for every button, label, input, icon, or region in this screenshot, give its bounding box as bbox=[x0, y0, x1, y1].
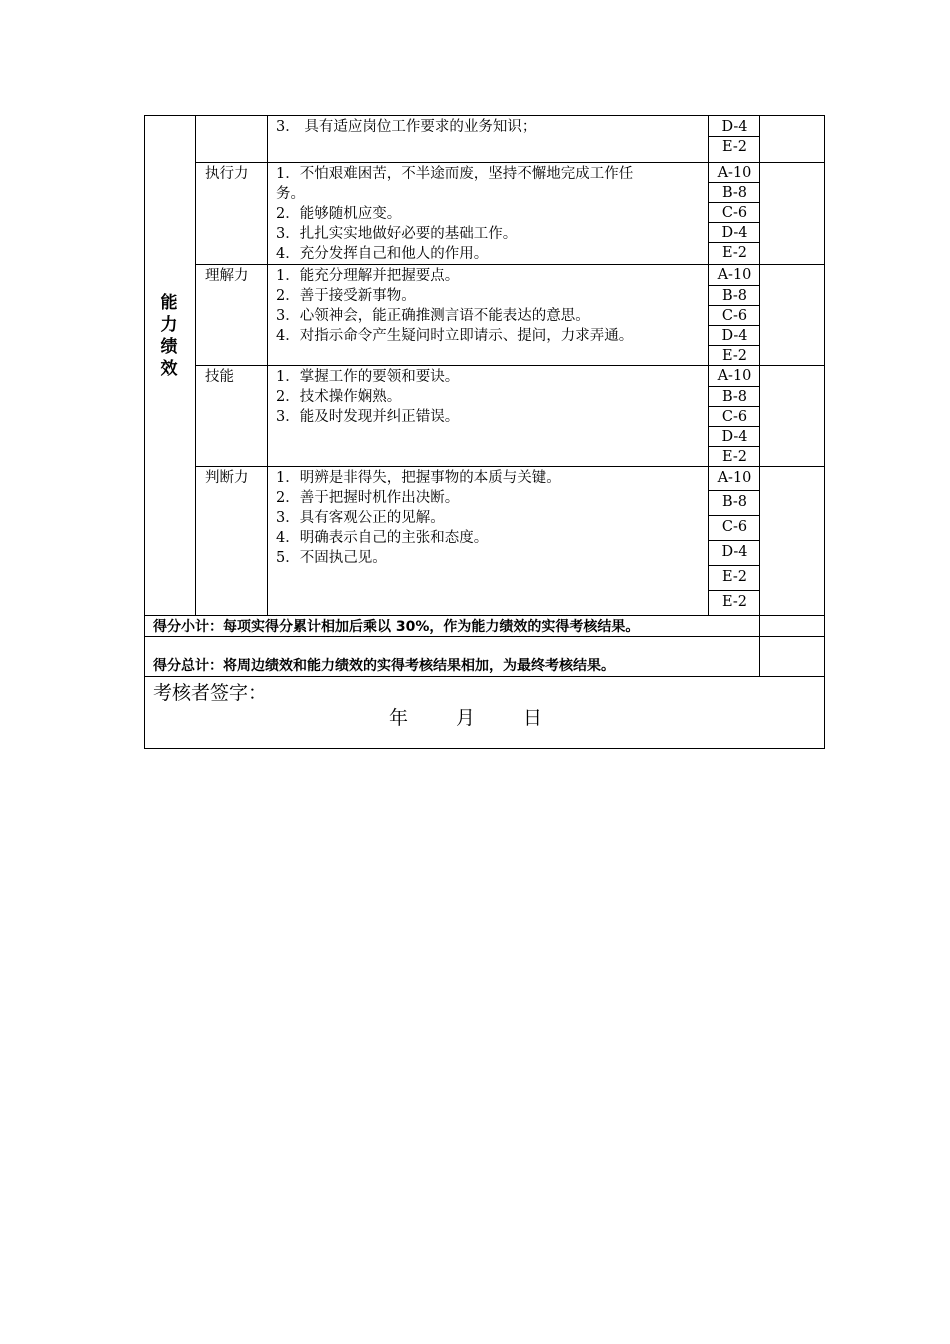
grade-cell: E-2 bbox=[722, 245, 747, 261]
criteria-list bbox=[276, 266, 633, 346]
total-text: 得分总计：将周边绩效和能力绩效的实得考核结果相加，为最终考核结果。 bbox=[153, 658, 615, 674]
criteria-item: 1．掌握工作的要领和要诀。 bbox=[276, 369, 460, 385]
grade-cell: E-2 bbox=[722, 449, 747, 465]
grade-cell: D-4 bbox=[721, 328, 748, 344]
criteria-item: 务。 bbox=[276, 186, 305, 202]
date-month-label: 月 bbox=[456, 707, 476, 729]
category-name: 执行力 bbox=[205, 166, 249, 182]
date-year-label: 年 bbox=[389, 707, 409, 729]
grade-cell: C-6 bbox=[721, 308, 748, 324]
grade-cell: D-4 bbox=[721, 544, 748, 560]
grade-cell: A-10 bbox=[717, 165, 752, 181]
grade-cell: D-4 bbox=[721, 429, 748, 445]
criteria-item: 1．明辨是非得失，把握事物的本质与关键。 bbox=[276, 470, 561, 486]
grid-line bbox=[708, 565, 759, 566]
criteria-item: 4．明确表示自己的主张和态度。 bbox=[276, 530, 489, 546]
criteria-item: 3． 具有适应岗位工作要求的业务知识； bbox=[276, 119, 537, 135]
grade-cell: D-4 bbox=[721, 225, 748, 241]
criteria-item: 4．充分发挥自己和他人的作用。 bbox=[276, 246, 489, 262]
grade-cell: E-2 bbox=[722, 139, 747, 155]
criteria-item: 2．能够随机应变。 bbox=[276, 206, 402, 222]
criteria-item: 3．具有客观公正的见解。 bbox=[276, 510, 445, 526]
section-label: 能力绩效 bbox=[160, 293, 178, 379]
criteria-item: 3．心领神会，能正确推测言语不能表达的意思。 bbox=[276, 308, 590, 324]
grade-cell: A-10 bbox=[717, 470, 752, 486]
grade-cell: C-6 bbox=[721, 409, 748, 425]
signature-label: 考核者签字： bbox=[153, 682, 268, 704]
grade-cell: B-8 bbox=[721, 389, 748, 405]
criteria-list bbox=[276, 164, 633, 264]
assessment-table bbox=[144, 115, 825, 749]
criteria-item: 2．善于把握时机作出决断。 bbox=[276, 490, 460, 506]
date-day-label: 日 bbox=[523, 707, 543, 729]
criteria-item: 3．扎扎实实地做好必要的基础工作。 bbox=[276, 226, 518, 242]
criteria-list bbox=[276, 468, 561, 568]
category-name: 技能 bbox=[205, 369, 234, 385]
grid-line bbox=[708, 515, 759, 516]
criteria-item: 5．不固执己见。 bbox=[276, 550, 387, 566]
grade-cell: B-8 bbox=[721, 288, 748, 304]
grade-cell: C-6 bbox=[721, 205, 748, 221]
grade-cell: E-2 bbox=[722, 569, 747, 585]
grade-cell: A-10 bbox=[717, 368, 752, 384]
grade-cell: D-4 bbox=[721, 119, 748, 135]
grade-cell: C-6 bbox=[721, 519, 748, 535]
grade-cell: B-8 bbox=[721, 494, 748, 510]
criteria-item: 4．对指示命令产生疑问时立即请示、提问，力求弄通。 bbox=[276, 328, 634, 344]
grade-cell: B-8 bbox=[721, 185, 748, 201]
subtotal-text: 得分小计：每项实得分累计相加后乘以 30%，作为能力绩效的实得考核结果。 bbox=[153, 619, 640, 635]
criteria-item: 3．能及时发现并纠正错误。 bbox=[276, 409, 460, 425]
criteria-item: 2．技术操作娴熟。 bbox=[276, 389, 402, 405]
grid-line bbox=[145, 676, 825, 677]
criteria-list bbox=[276, 117, 536, 137]
grid-line bbox=[708, 490, 759, 491]
grade-cell: E-2 bbox=[722, 348, 747, 364]
grade-cell: A-10 bbox=[717, 267, 752, 283]
grid-line bbox=[708, 540, 759, 541]
criteria-item: 1．不怕艰难困苦，不半途而废，坚持不懈地完成工作任 bbox=[276, 166, 634, 182]
criteria-item: 1．能充分理解并把握要点。 bbox=[276, 268, 460, 284]
criteria-item: 2．善于接受新事物。 bbox=[276, 288, 416, 304]
criteria-list bbox=[276, 367, 459, 427]
grid-line bbox=[708, 590, 759, 591]
grid-line bbox=[145, 615, 825, 616]
category-name: 理解力 bbox=[205, 268, 249, 284]
grade-cell: E-2 bbox=[722, 594, 747, 610]
category-name: 判断力 bbox=[205, 470, 249, 486]
